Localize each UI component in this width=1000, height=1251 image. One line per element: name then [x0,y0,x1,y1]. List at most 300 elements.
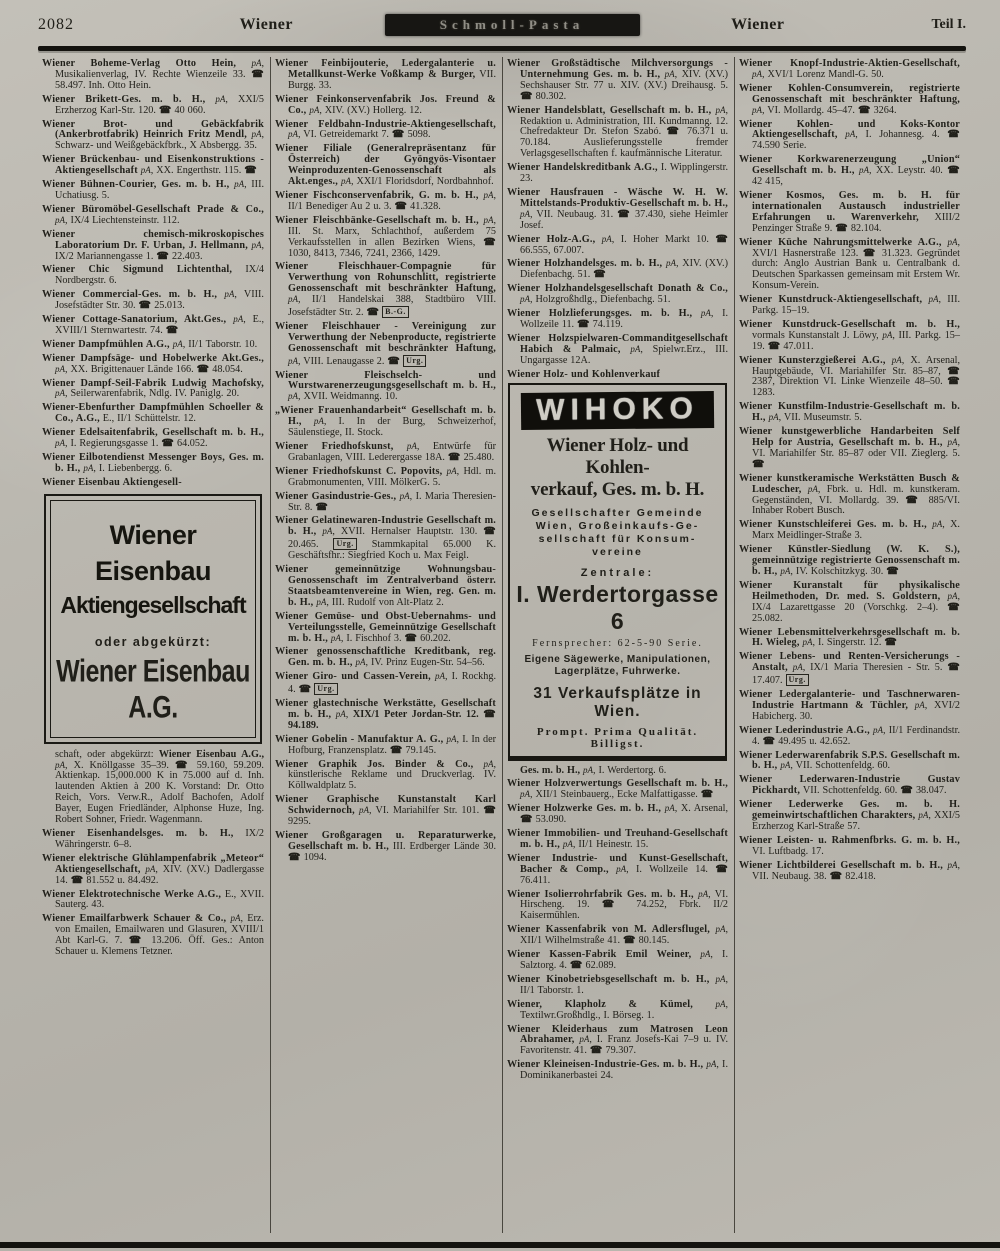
directory-entry: Wiener-Ebenfurther Dampfmühlen Schoeller & Co., A.G., E., II/1 Schüttelstr. 12. [42,402,264,425]
directory-entry: Wiener Lebensmittelverkehrsgesellschaft m. b. H. Wieleg, pA, I. Singerstr. 12. ☎ [739,626,960,649]
firm-name: Wiener genossenschaftliche Kreditbank, reg. Gen. m. b. H., [275,646,496,669]
register-mark: pA [664,803,675,814]
directory-entry: Wiener Knopf-Industrie-Aktien-Gesellschaft, pA, XVI/1 Lorenz Mandl-G. 50. [739,58,960,80]
telephone-icon: ☎ [520,814,533,826]
entry-tag: B.-G. [382,306,409,318]
wihoko-ad-banner: WIHOKO [521,391,714,430]
register-mark: pA [483,189,494,200]
directory-entry: Wiener Kohlen-Consumverein, registrierte Genossenschaft mit beschränkter Haftung, pA, VI. Mollardg. 45–47. ☎ 3264. [739,82,960,116]
directory-entry: Wiener Fleischselch- und Wurstwarenerzeugungsgesellschaft m. b. H., pA, XVII. Weidmanng. 10. [275,369,496,403]
directory-entry: Wiener Handelskreditbank A.G., I. Wipplingerstr. 23. [507,162,728,185]
register-mark: pA [55,438,65,449]
directory-entry: Wiener Commercial-Ges. m. b. H., pA, VIII. Josefstädter Str. 30. ☎ 25.013. [42,289,264,312]
column-2 [270,57,502,1233]
directory-entry: Wiener Dampfmühlen A.G., pA, II/1 Taborstr. 10. [42,338,258,350]
telephone-icon: ☎ [767,340,781,352]
register-mark: pA [768,412,779,423]
directory-entry: Wiener Bühnen-Courier, Ges. m. b. H., pA, III. Uchatiusg. 5. [42,179,265,201]
directory-entry [42,478,264,489]
register-mark: pA [752,104,762,115]
register-mark: pA [520,208,530,219]
running-head-right: Wiener [731,16,785,33]
register-mark: pA [932,519,943,530]
firm-name: Wiener Kohlen- und Koks-Kontor Aktiengesellschaft, [739,118,960,141]
firm-name: Wiener Fleischhauer - Vereinigung zur Verwerthung der Nebenproducte, registrierte Genossenschaft mit beschränkter Haftung, [275,320,496,354]
firm-name: Wiener elektrische Glühlampenfabrik „Meteor“ Aktiengesellschaft, [42,852,264,875]
directory-entry: Wiener Kunstschleiferei Ges. m. b. H., pA, X. Marx Meidlinger-Straße 3. [739,519,960,542]
directory-entry: Wiener Kinobetriebsgesellschaft m. b. H., pA, II/1 Taborstr. 1. [507,973,728,996]
directory-entry: Wiener Lederwaren-Industrie Gustav Pickhardt, VII. Schottenfeldg. 60. ☎ 38.047. [739,774,960,797]
firm-name: Wiener Friedhofskunst, [275,441,394,452]
firm-name: Wiener Gelatinewaren-Industrie Gesellschaft m. b. H., [275,515,496,538]
register-mark: pA [914,699,925,710]
telephone-icon: ☎ [196,363,210,375]
telephone-icon: ☎ [288,851,301,863]
directory-entry: Wiener genossenschaftliche Kreditbank, reg. Gen. m. b. H., pA, IV. Prinz Eugen-Str. 54–56. [275,646,496,669]
register-mark: pA [313,416,324,427]
firm-name: Wiener Knopf-Industrie-Aktien-Gesellschaft, [739,58,960,69]
entry-tag: Urg. [786,674,809,686]
directory-entry: Wiener Feldbahn-Industrie-Aktiengesellschaft, pA, VI. Getreidemarkt 7. ☎ 5098. [275,118,496,141]
telephone-icon: ☎ [387,355,401,367]
wihoko-ad-sales: 31 Verkaufsplätze in Wien. [533,684,702,720]
register-mark: pA [55,759,65,770]
directory-entry: Wiener Chic Sigmund Lichtenthal, IX/4 Nordbergstr. 6. [42,264,264,287]
register-mark: pA [55,388,65,399]
register-mark: pA [780,760,791,771]
register-mark: pA [288,391,298,402]
directory-entry: Wiener elektrische Glühlampenfabrik „Meteor“ Aktiengesellschaft, pA, XIV. (XV.) Dadlergasse 14. ☎ 81.552 u. 84.492. [42,852,265,886]
register-mark: pA [355,657,366,668]
firm-name: Wiener kunstgewerbliche Handarbeiten Self Help for Austria, Gesellschaft m. b. H., [739,426,960,448]
directory-entry: Wiener Graphik Jos. Binder & Co., pA, künstlerische Reklame und Druckverlag. IV. Köllwaldplatz 5. [275,758,496,792]
register-mark: pA [700,308,711,319]
telephone-icon: ☎ [569,960,583,971]
register-mark: pA [520,789,530,800]
firm-name: Wiener Isolierrohrfabrik Ges. m. b. H., [507,888,694,900]
firm-name: Wiener Boheme-Verlag Otto Hein, [42,58,237,69]
telephone-icon: ☎ [156,250,170,262]
firm-name: Wiener Gobelin - Manufaktur A. G., [275,733,444,745]
register-mark: pA [802,637,813,648]
entry-tag: Urg. [314,683,337,695]
register-mark: pA [706,1059,717,1070]
firm-name: Wiener Dampfmühlen A.G., [42,338,170,350]
telephone-icon: ☎ [165,324,179,336]
firm-name: Wiener Immobilien- und Treuhand-Gesellschaft m. b. H., [507,828,728,850]
firm-name: Wiener, Klapholz & Kümel, [507,998,694,1010]
directory-entry: Wiener Eisenhandelsges. m. b. H., IX/2 Währingerstr. 6–8. [42,827,264,850]
firm-name: Wiener Lebensmittelverkehrsgesellschaft m. b. H. Wieleg, [739,626,960,649]
register-mark: pA [145,863,156,874]
directory-entry: Wiener Fischconservenfabrik, G. m. b. H., pA, II/1 Benediger Au 2 u. 3. ☎ 41.328. [275,189,496,212]
directory-entry: Wiener Handelsblatt, Gesellschaft m. b. H., pA, Redaktion u. Administration, III. Kundmanng. 12. Chefredakteur Dr. Stefon Szabó. ☎ 76.371 u. 70.184. Auslieferungsstelle fremder Verlagsgesellschaften f. kaufmännische Literatur. [507,104,728,160]
register-mark: pA [340,176,351,187]
firm-name: Wiener Feinkonservenfabrik Jos. Freund & Co., [275,93,496,116]
directory-entry: Wiener Büromöbel-Gesellschaft Prade & Co., pA, IX/4 Liechtensteinstr. 112. [42,203,264,226]
register-mark: pA [358,805,369,816]
wihoko-ad-features1: Eigene Sägewerke, Manipulationen, [524,653,711,665]
telephone-icon: ☎ [520,90,533,102]
eisenbau-ad-line3: Aktiengesellschaft [60,591,246,618]
register-mark: pA [579,1034,590,1045]
firm-name: Wiener Kohlen-Consumverein, registrierte Genossenschaft mit beschränkter Haftung, [739,82,960,105]
entry-tag: Urg. [333,538,356,550]
directory-entry: Wiener Lebens- und Renten-Versicherungs - Anstalt, pA, IX/1 Maria Theresien - Str. 5. ☎ 17.407. Urg. [739,651,961,687]
wihoko-ad-sub1: Gesellschafter Gemeinde [531,507,704,519]
firm-name: Wiener Hausfrauen - Wäsche W. H. W. Mittelstands-Produktiv-Gesellschaft m. b. H., [507,186,728,209]
wihoko-ad-features2: Lagerplätze, Fuhrwerke. [554,666,681,677]
directory-entry: Wiener Friedhofskunst, pA, Entwürfe für Grabanlagen, VIII. Lederergasse 18A. ☎ 25.480. [275,441,496,463]
firm-name: Wiener kunstkeramische Werkstätten Busch & Ludescher, [739,472,960,495]
directory-entry: Wiener Kassen-Fabrik Emil Weiner, pA, I. Salztorg. 4. ☎ 62.089. [507,949,728,971]
directory-entry: Wiener Großstädtische Milchversorgungs - Unternehmung Ges. m. b. H., pA, XIV. (XV.) Sechshauser Str. 77 u. XIV. (XV.) Dreihausg. 5. ☎ 80.302. [507,58,729,102]
firm-name: Wiener Lederwaren-Industrie Gustav Pickhardt, [739,774,960,797]
eisenbau-ad-line2: Eisenbau [94,556,212,587]
firm-name: Wiener Graphische Kunstanstalt Karl Schwidernoch, [275,794,496,817]
wihoko-ad-phone: Fernsprecher: 62-5-90 Serie. [532,637,703,649]
directory-entry: Wiener Eilbotendienst Messenger Boys, Ges. m. b. H., pA, I. Liebenbergg. 6. [42,452,264,474]
telephone-icon: ☎ [715,863,729,875]
telephone-icon: ☎ [623,935,636,947]
register-mark: pA [446,733,457,744]
directory-entry: Wiener Giro- und Cassen-Verein, pA, I. Rockhg. 4. ☎ Urg. [275,671,496,696]
register-mark: pA [947,859,958,870]
telephone-icon: ☎ [70,874,84,886]
directory-entry: Wiener Brikett-Ges. m. b. H., pA, XXI/5 Erzherzog Karl-Str. 120. ☎ 40 060. [42,93,264,116]
eisenbau-ad-inner [50,500,256,738]
telephone-icon: ☎ [483,708,496,720]
directory-entry: Wiener Holzspielwaren-Commanditgesellschaft Habich & Palmaic, pA, Spielwr.Erz., III. Ungargasse 12A. [507,332,728,366]
eisenbau-ad-abbr-label: oder abgekürzt: [94,634,212,649]
register-mark: pA [918,810,929,821]
firm-name: Wiener Fleischselch- und Wurstwarenerzeugungsgesellschaft m. b. H., [275,369,496,392]
telephone-icon: ☎ [617,208,632,220]
telephone-icon: ☎ [315,501,329,513]
register-mark: pA [562,838,573,849]
directory-entry: Wiener Holzhandelsges. m. b. H., pA, XIV. (XV.) Diefenbachg. 51. ☎ [507,258,728,281]
telephone-icon: ☎ [886,565,899,577]
firm-name: Wiener Chic Sigmund Lichtenthal, [42,264,233,276]
directory-entry: Wiener kunstgewerbliche Handarbeiten Self Help for Austria, Gesellschaft m. b. H., pA, VI. Mariahilfer Str. 85–87 oder VII. Zieglerg. 5. ☎ [739,426,960,470]
wihoko-ad-subtitle [513,507,722,560]
telephone-icon: ☎ [593,269,606,281]
firm-name: Wiener Ledergalanterie- und Taschnerwaren-Industrie Hartmann & Tüchler, [739,689,960,711]
register-mark: pA [224,289,235,300]
firm-name: Wiener Eisenhandelsges. m. b. H., [42,827,234,839]
directory-entry: Wiener Industrie- und Kunst-Gesellschaft, Bacher & Comp., pA, I. Wollzeile 14. ☎ 76.411. [507,852,729,886]
wihoko-ad-address: I. Werdertorgasse 6 [516,580,719,634]
register-mark: pA [55,214,65,225]
directory-entry: Wiener Isolierrohrfabrik Ges. m. b. H., pA, VI. Hirscheng. 19. ☎ 74.252, Fbrk. II/2 Kaisermühlen. [507,888,728,922]
wihoko-ad-title1: Wiener Holz- und Kohlen- [546,435,689,479]
register-mark: pA [891,354,902,365]
telephone-icon: ☎ [298,684,312,696]
firm-name: Wiener Industrie- und Kunst-Gesellschaft, Bacher & Comp., [507,852,728,875]
directory-entry: Wiener Lederindustrie A.G., pA, II/1 Ferdinandstr. 4. ☎ 49.495 u. 42.652. [739,724,960,747]
firm-name: Wiener Büromöbel-Gesellschaft Prade & Co., [42,203,264,215]
directory-entry: Wiener Gelatinewaren-Industrie Gesellschaft m. b. H., pA, XVII. Hernalser Hauptstr. 130. ☎ 20.465. Urg. Stammkapital 65.000 K. Geschäftsfhr.: Siegfried Koch u. Max Feigl. [275,515,496,562]
register-mark: pA [845,129,856,140]
register-mark: pA [715,104,726,115]
firm-name: Wiener Filiale (Generalrepräsentanz für Österreich) der Gyöngyös-Visontaer Weinproduzenten-Genossenschaft als Akt.enges., [275,143,496,188]
firm-name: Wiener Korkwarenerzeugung „Union“ Gesellschaft m. b. H., [739,154,960,177]
directory-entry: Wiener Künstler-Siedlung (W. K. S.), gemeinnützige registrierte Genossenschaft m. b. H., pA, IV. Kolschitzkyg. 30. ☎ [739,544,960,577]
firm-name: Wiener Kosmos, Ges. m. b. H. für internationalen Austausch industrieller Erfahrungen u. Warenverkehr, [739,189,960,223]
eisenbau-ad [44,494,262,744]
register-mark: pA [752,68,762,79]
telephone-icon: ☎ [404,632,418,644]
register-mark: pA [288,355,298,366]
register-mark: pA [601,233,612,244]
directory-entry: Wiener Feinkonservenfabrik Jos. Freund & Co., pA, XIV. (XV.) Hollerg. 12. [275,93,496,116]
register-mark: pA [780,565,791,576]
page-number: 2082 [38,16,74,33]
register-mark: pA [882,329,893,340]
firm-name: Wiener Holzverwertungs Gesellschaft m. b. H., [507,778,728,790]
firm-name: Wiener Friedhofskunst C. Popovits, [275,465,443,477]
telephone-icon: ☎ [389,744,403,756]
directory-entry: Wiener Fleischbänke-Gesellschaft m. b. H., pA, III. St. Marx, Schlachthof, außerdem 75 Verkaufsstellen in allen Bezirken Wiens, ☎ 1030, 8413, 7346, 7241, 2366, 1429. [275,214,496,259]
directory-entry: Wiener Boheme-Verlag Otto Hein, pA, Musikalienverlag, IV. Rechte Wienzeile 33. ☎ 58.497. Inh. Otto Hein. [42,58,264,91]
firm-name: Wiener Holz-A.G., [507,233,596,245]
header-stamp-ad: Schmoll-Pasta [385,14,640,36]
directory-entry: Wiener Ledergalanterie- und Taschnerwaren-Industrie Hartmann & Tüchler, pA, XVI/2 Habicherg. 30. [739,689,960,722]
wihoko-ad [508,383,727,760]
telephone-icon: ☎ [884,637,898,649]
firm-name: „Wiener Frauenhandarbeit“ Gesellschaft m. b. H., [275,405,496,428]
wihoko-ad-features [513,654,722,679]
register-mark: pA [483,758,494,769]
directory-entry: Wiener Brückenbau- und Eisenkonstruktions - Aktiengesellschaft pA, XX. Engerthstr. 115. ☎ [42,154,264,177]
firm-name: Wiener Elektrotechnische Werke A.G., [42,888,222,900]
wihoko-ad-sub3: sellschaft für Konsum- [538,533,697,546]
firm-name: Wiener Lederwarenfabrik S.P.S. Gesellschaft m. b. H., [739,749,960,772]
directory-entry: Wiener Holzlieferungsges. m. b. H., pA, I. Wollzeile 11. ☎ 74.119. [507,308,729,330]
directory-entry: Wiener Cottage-Sanatorium, Akt.Ges., pA, E., XVIII/1 Sternwartestr. 74. ☎ [42,314,264,336]
telephone-icon: ☎ [483,805,497,817]
firm-name: Wiener Kassenfabrik von M. Adlersflugel, [507,924,711,936]
directory-entry: Wiener Kleiderhaus zum Matrosen Leon Abrahamer, pA, I. Franz Josefs-Kai 7–9 u. IV. Favoritenstr. 41. ☎ 79.307. [507,1023,728,1057]
firm-name: Wiener Holzwerke Ges. m. b. H., [507,803,662,815]
firm-name: Wiener chemisch-mikroskopisches Laboratorium Dr. F. Urban, J. Hellmann, [42,228,264,251]
column-4 [734,57,966,1233]
register-mark: pA [288,294,298,305]
directory-entry: Wiener Dampfsäge- und Hobelwerke Akt.Ges., pA, XX. Brigittenauer Lände 166. ☎ 48.054. [42,352,264,375]
directory-entry: Wiener Kunstfilm-Industrie-Gesellschaft m. b. H., pA, VII. Museumstr. 5. [739,401,960,424]
register-mark: pA [83,462,94,473]
wihoko-ad-sub2: Wien, Großeinkaufs-Ge- [535,520,700,533]
firm-name: Wiener Handelsblatt, Gesellschaft m. b. H., [507,104,712,116]
register-mark: pA [630,343,641,354]
firm-name: Wiener Holzspielwaren-Commanditgesellschaft Habich & Palmaic, [507,332,728,355]
firm-name: Wiener Feinbijouterie, Ledergalanterie u. Metallkunst-Werke Voßkamp & Burger, [275,58,496,80]
firm-name: Wiener Commercial-Ges. m. b. H., [42,289,218,301]
firm-name: Wiener Fischconservenfabrik, G. m. b. H., [275,189,479,201]
directory-entry: Wiener Immobilien- und Treuhand-Gesellschaft m. b. H., pA, II/1 Heinestr. 15. [507,828,728,850]
directory-entry: Wiener Holzverwertungs Gesellschaft m. b. H., pA, XII/1 Steinbauerg., Ecke Malfattigasse. ☎ [507,778,728,801]
directory-entry: Wiener Gasindustrie-Ges., pA, I. Maria Theresien-Str. 8. ☎ [275,490,496,513]
entry-continuation: Ges. m. b. H., pA, I. Werdertorg. 6. [520,764,667,776]
firm-name: Wiener Feldbahn-Industrie-Aktiengesellschaft, [275,118,496,130]
directory-entry: Wiener Holz-A.G., pA, I. Hoher Markt 10. ☎ 66.555, 67.007. [507,233,729,256]
directory-entry: Wiener Kunstdruck-Gesellschaft m. b. H., vormals Kunstanstalt J. Löwy, pA, III. Parkg. 15–19. ☎ 47.011. [739,318,960,352]
directory-entry: Wiener gemeinnützige Wohnungsbau-Genossenschaft im Zentralverband österr. Staatsbeamtenvereine in Wien, reg. Gen. m. b. H., pA, III. Rudolf von Alt-Platz 2. [275,564,496,608]
directory-entry: Wiener Fleischhauer - Vereinigung zur Verwerthung der Nebenproducte, registrierte Genossenschaft mit beschränkter Haftung, pA, VIII. Lenaugasse 2. ☎ Urg. [275,320,496,367]
directory-entry: Wiener Kunsterzgießerei A.G., pA, X. Arsenal, Hauptgebäude, VI. Mariahilfer Str. 85–87, ☎ 2387, Direktion VI. Linke Wienzeile 48–50. ☎ 1283. [739,354,960,399]
firm-name: Wiener Gemüse- und Obst-Uebernahms- und Verteilungsstelle, Gemeinnützige Gesellschaft m. b. H., [275,610,496,644]
directory-entry: Wiener Filiale (Generalrepräsentanz für Österreich) der Gyöngyös-Visontaer Weinproduzenten-Genossenschaft als Akt.enges., pA, XXI/1 Floridsdorf, Nordbahnhof. [275,143,496,188]
telephone-icon: ☎ [251,68,264,80]
firm-name: Wiener Lebens- und Renten-Versicherungs - Anstalt, [739,651,960,674]
firm-name: Wiener Kinobetriebsgesellschaft m. b. H., [507,973,710,985]
register-mark: pA [700,949,711,960]
register-mark: pA [215,93,226,104]
register-mark: pA [230,913,241,924]
firm-name: Wiener Lederindustrie A.G., [739,724,870,736]
header-rule [38,46,966,51]
directory-entry: Wiener kunstkeramische Werkstätten Busch & Ludescher, pA, Fbrk. u. Hdl. m. kunstkeram. Gegenständen, VI. Mollardg. 39. ☎ 885/VI. Inhaber Robert Busch. [739,472,961,517]
directory-entry: Wiener Dampf-Seil-Fabrik Ludwig Machofsky, pA, Seilerwarenfabrik, Ndlg. IV. Paniglg. 20. [42,377,264,400]
directory-entry: Wiener Fleischhauer-Compagnie für Verwerthung von Rohunschlitt, registrierte Genossenschaft mit beschränkter Haftung, pA, II/1 Handelskai 388, Stadtbüro VIII. Josefstädter Str. 2. ☎ B.-G. [275,261,496,319]
firm-name: Wiener Kunstfilm-Industrie-Gesellschaft m. b. H., [739,401,960,424]
firm-name: Wiener Eilbotendienst Messenger Boys, Ges. m. b. H., [42,452,264,474]
firm-name: Wiener Lichtbilderei Gesellschaft m. b. H., [739,859,943,871]
telephone-icon: ☎ [601,899,624,911]
firm-name: Wiener Brikett-Ges. m. b. H., [42,93,206,105]
register-mark: pA [616,863,627,874]
telephone-icon: ☎ [244,165,257,177]
firm-name: Wiener Großstädtische Milchversorgungs - Unternehmung Ges. m. b. H., [507,58,728,80]
telephone-icon: ☎ [483,236,496,248]
directory-entry: Wiener Kuranstalt für physikalische Heilmethoden, Dr. med. S. Goldstern, pA, IX/4 Lazarettgasse 20 (Vorschkg. 2–4). ☎ 25.082. [739,579,960,624]
directory-entry: Wiener glastechnische Werkstätte, Gesellschaft m. b. H., pA, XIX/1 Peter Jordan-Str. 12. ☎ 94.189. [275,698,496,731]
telephone-icon: ☎ [158,104,172,116]
telephone-icon: ☎ [138,300,152,312]
firm-name: Wiener Küche Nahrungsmittelwerke A.G., [739,236,942,248]
entry-tag: Urg. [403,355,426,367]
telephone-icon: ☎ [857,104,871,116]
page-bottom-rule [0,1242,1000,1248]
register-mark: pA [140,165,151,176]
directory-entry: Wiener Lederwerke Ges. m. b. H. gemeinwirtschaftlichen Charakters, pA, XXI/5 Erzherzog Karl-Straße 57. [739,799,960,832]
directory-entry: Wiener Küche Nahrungsmittelwerke A.G., pA, XVI/1 Hasnerstraße 123. ☎ 31.323. Gegründet durch: Anglo Austrian Bank u. Centralbank d. Deutschen Sparkassen gemeinsam mit Erstem Wr. Konsum-Verein. [739,236,960,292]
register-mark: pA [335,708,346,719]
directory-entry: Wiener Elektrotechnische Werke A.G., E., XVII. Sauterg. 43. [42,888,264,911]
telephone-icon: ☎ [947,165,960,177]
entry-continuation: schaft, oder abgekürzt: Wiener Eisenbau A.G., pA, X. Knöllgasse 35–39. ☎ 59.160, 59.209. Aktienkap. 15,000.000 K in 75.000 auf d. Inh. lautenden Aktien à 200 K. Vorstand: Dr. Otto Reich, Vors. Verw.R., Adolf Bachofen, Adolf Bayer, Eugen Friedländer, Alphonse Huze, Ing. Robert Sohner, Friedr. Wagenmann. [55,748,264,826]
register-mark: pA [947,590,958,601]
firm-name: Wiener Lederwerke Ges. m. b. H. gemeinwirtschaftlichen Charakters, [739,799,960,822]
directory-entry: Wiener Kassenfabrik von M. Adlersflugel, pA, XII/1 Wilhelmstraße 41. ☎ 80.145. [507,924,728,947]
running-head-left: Wiener [239,16,293,33]
firm-name: Wiener Dampf-Seil-Fabrik Ludwig Machofsky, [42,377,264,389]
firm-name: Wiener Dampfsäge- und Hobelwerke Akt.Ges., [42,352,264,364]
register-mark: pA [665,258,676,269]
register-mark: pA [399,490,410,501]
part-label: Teil I. [931,17,966,32]
telephone-icon: ☎ [947,601,960,613]
register-mark: pA [715,973,726,984]
register-mark: pA [947,437,958,447]
register-mark: pA [233,314,244,325]
telephone-icon: ☎ [483,526,496,538]
firm-name: Wiener Gasindustrie-Ges., [275,490,397,502]
firm-name: Wiener Kassen-Fabrik Emil Weiner, [507,949,692,961]
telephone-icon: ☎ [752,458,765,470]
firm-name: Wiener Brot- und Gebäckfabrik (Ankerbrotfabrik) Heinrich Fritz Mendl, [42,118,264,141]
telephone-icon: ☎ [666,126,682,138]
register-mark: pA [330,632,341,643]
register-mark: pA [698,888,709,899]
firm-name: Wiener Holzlieferungsges. m. b. H., [507,308,693,320]
register-mark: pA [251,58,262,68]
telephone-icon: ☎ [835,222,848,234]
directory-entry: Wiener Leisten- u. Rahmenfbrks. G. m. b. H., VI. Luftbadg. 17. [739,834,960,857]
directory-entry: Wiener Holzwerke Ges. m. b. H., pA, X. Arsenal, ☎ 53.090. [507,803,728,826]
register-mark: pA [873,724,884,735]
directory-entry: Wiener, Klapholz & Kümel, pA, Textilwr.Großhdlg., I. Börseg. 1. [507,998,728,1021]
firm-name: Wiener Kunsterzgießerei A.G., [739,354,886,366]
telephone-icon: ☎ [128,935,145,947]
telephone-icon: ☎ [391,129,405,141]
register-mark: pA [483,214,494,225]
register-mark: pA [316,596,327,607]
register-mark: pA [664,68,675,79]
directory-entry: Wiener Kunstdruck-Aktiengesellschaft, pA, III. Parkg. 15–19. [739,294,961,317]
telephone-icon: ☎ [447,451,461,463]
directory-entry: Wiener Kosmos, Ges. m. b. H. für internationalen Austausch industrieller Erfahrungen u. Warenverkehr, XIII/2 Penzinger Straße 9. ☎ 82.104. [739,189,960,234]
register-mark: pA [435,671,445,682]
register-mark: pA [583,764,594,775]
directory-entry: Wiener Brot- und Gebäckfabrik (Ankerbrotfabrik) Heinrich Fritz Mendl, pA, Schwarz- und Weißgebäckfbrk., X Absbergg. 35. [42,118,264,152]
wihoko-ad-sub4: vereine [592,546,643,559]
telephone-icon: ☎ [700,789,714,801]
firm-name: Wiener Cottage-Sanatorium, Akt.Ges., [42,314,227,326]
register-mark: pA [947,236,958,247]
firm-name: Wiener Künstler-Siedlung (W. K. S.), gemeinnützige registrierte Genossenschaft m. b. H., [739,544,960,577]
firm-name: Wiener Fleischhauer-Compagnie für Verwerthung von Rohunschlitt, registrierte Genossenschaft mit beschränkter Haftung, [275,261,496,295]
firm-name: Wiener Großgaragen u. Reparaturwerke, Gesellschaft m. b. H., [275,830,496,852]
firm-name: Wiener Holzhandelsges. m. b. H., [507,258,663,270]
register-mark: pA [928,294,939,305]
directory-entry: Wiener Hausfrauen - Wäsche W. H. W. Mittelstands-Produktiv-Gesellschaft m. b. H., pA, VII. Neubaug. 31. ☎ 37.430, siehe Heimler Josef. [507,186,728,231]
directory-entry: Wiener Friedhofskunst C. Popovits, pA, Hdl. m. Grabmonumenten, VIII. MölkerG. 5. [275,465,496,488]
telephone-icon: ☎ [947,376,960,388]
firm-name: Wiener Edelsaitenfabrik, Gesellschaft m. b. H., [42,427,264,439]
telephone-icon: ☎ [905,494,922,506]
telephone-icon: ☎ [947,662,961,674]
wihoko-ad-title2: verkauf, Ges. m. b. H. [530,479,705,501]
directory-entry: Wiener Feinbijouterie, Ledergalanterie u. Metallkunst-Werke Voßkamp & Burger, VII. Burgg. 33. [275,58,496,91]
register-mark: pA [406,441,417,451]
directory-columns [38,57,966,1233]
firm-name: Wiener Kunstdruck-Gesellschaft m. b. H., [739,318,960,330]
telephone-icon: ☎ [366,307,380,319]
directory-entry: „Wiener Frauenhandarbeit“ Gesellschaft m. b. H., pA, I. In der Burg, Schweizerhof, Säulenstiege, II. Stock. [275,405,496,439]
telephone-icon: ☎ [862,247,878,259]
firm-name: Wiener gemeinnützige Wohnungsbau-Genossenschaft im Zentralverband österr. Staatsbeamtenvereine in Wien, reg. Gen. m. b. H., [275,564,496,608]
telephone-icon: ☎ [947,365,960,377]
register-mark: pA [251,239,262,250]
register-mark: pA [55,363,65,374]
register-mark: pA [234,179,245,190]
register-mark: pA [520,294,530,305]
telephone-icon: ☎ [947,129,960,141]
directory-entry: Wiener Lederwarenfabrik S.P.S. Gesellschaft m. b. H., pA, VII. Schottenfeldg. 60. [739,749,960,772]
firm-name: Wiener Kleiderhaus zum Matrosen Leon Abrahamer, [507,1023,728,1046]
firm-name: Wiener Kunstschleiferei Ges. m. b. H., [739,519,927,531]
